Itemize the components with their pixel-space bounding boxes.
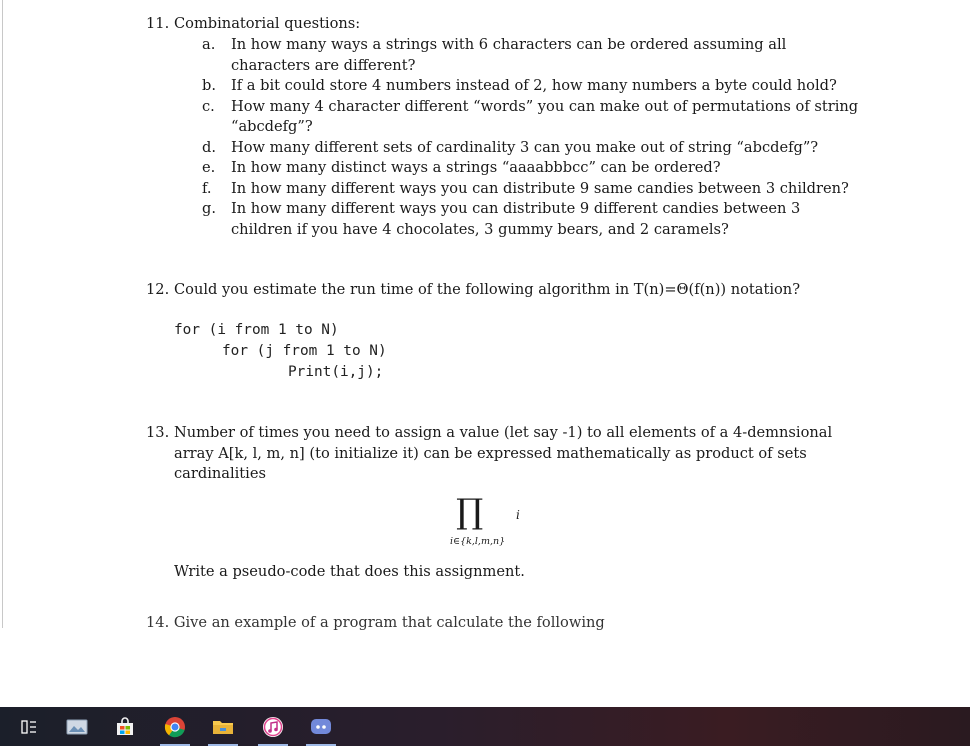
file-explorer-button[interactable] [202,707,244,746]
item-letter: c. [202,97,215,115]
chrome-icon [164,716,186,738]
item-letter: d. [202,138,216,156]
product-index: i [516,508,520,522]
q11-item-b [202,76,837,97]
item-text: In how many different ways you can distribute 9 different candies between 3 [231,200,801,217]
item-text: How many different sets of cardinality 3 can you make out of string “abcdefg”? [231,138,819,156]
task-view-button[interactable] [8,707,50,746]
question-13-heading [146,423,832,444]
q11-item-a [202,35,786,56]
product-symbol: ∏ [456,492,484,532]
task-view-icon [18,716,40,738]
cut-text: 14. Give an example of a program that calculate the following [146,614,605,631]
store-icon [114,716,136,738]
photos-icon [66,716,88,738]
taskbar [0,707,970,746]
code-line-1: for (i from 1 to N) [174,322,339,338]
q11-item-a-cont: characters are different? [231,56,416,74]
question-text: Could you estimate the run time of the following algorithm in T(n)=Θ(f(n)) notation? [174,281,801,298]
question-14-cut-text [146,614,605,631]
discord-icon [310,716,332,738]
q13-instruction: Write a pseudo-code that does this assignment. [174,563,525,580]
code-line-2: for (j from 1 to N) [222,343,387,359]
item-letter: b. [202,77,216,94]
q11-item-e [202,158,721,179]
item-letter: e. [202,159,216,176]
chrome-button[interactable] [154,707,196,746]
question-text: Number of times you need to assign a value (let say -1) to all elements of a 4-demnsional [174,424,833,441]
q11-item-g-cont: children if you have 4 chocolates, 3 gummy bears, and 2 caramels? [231,220,729,238]
store-button[interactable] [104,707,146,746]
item-letter: a. [202,36,216,53]
page-border [2,0,3,628]
product-subscript: i∈{k,l,m,n} [450,536,506,547]
q11-item-g [202,199,800,220]
question-11-heading [146,14,360,35]
q13-line-2: array A[k, l, m, n] (to initialize it) can be expressed mathematically as product of sets [174,444,807,462]
code-line-3: Print(i,j); [288,364,384,380]
question-title: Combinatorial questions: [174,15,361,32]
q11-item-f [202,179,849,200]
discord-button[interactable] [300,707,342,746]
q13-line-3: cardinalities [174,465,266,482]
itunes-icon [262,716,284,738]
q11-item-c [202,97,858,118]
q11-item-c-cont: “abcdefg”? [231,118,313,135]
itunes-button[interactable] [252,707,294,746]
item-letter: f. [202,179,212,197]
item-letter: g. [202,200,216,217]
question-12-heading [146,280,800,301]
question-number: 13. [146,424,170,441]
q11-item-d [202,138,818,159]
item-text: In how many distinct ways a strings “aaaabbbcc” can be ordered? [231,159,721,176]
question-number: 12. [146,281,170,298]
item-text: In how many different ways you can distribute 9 same candies between 3 children? [231,179,849,197]
item-text: How many 4 character different “words” you can make out of permutations of string [231,97,859,115]
file-explorer-icon [212,716,234,738]
question-number: 11. [146,15,170,32]
item-text: If a bit could store 4 numbers instead of 2, how many numbers a byte could hold? [231,77,837,94]
item-text: In how many ways a strings with 6 characters can be ordered assuming all [231,36,787,53]
photos-button[interactable] [56,707,98,746]
